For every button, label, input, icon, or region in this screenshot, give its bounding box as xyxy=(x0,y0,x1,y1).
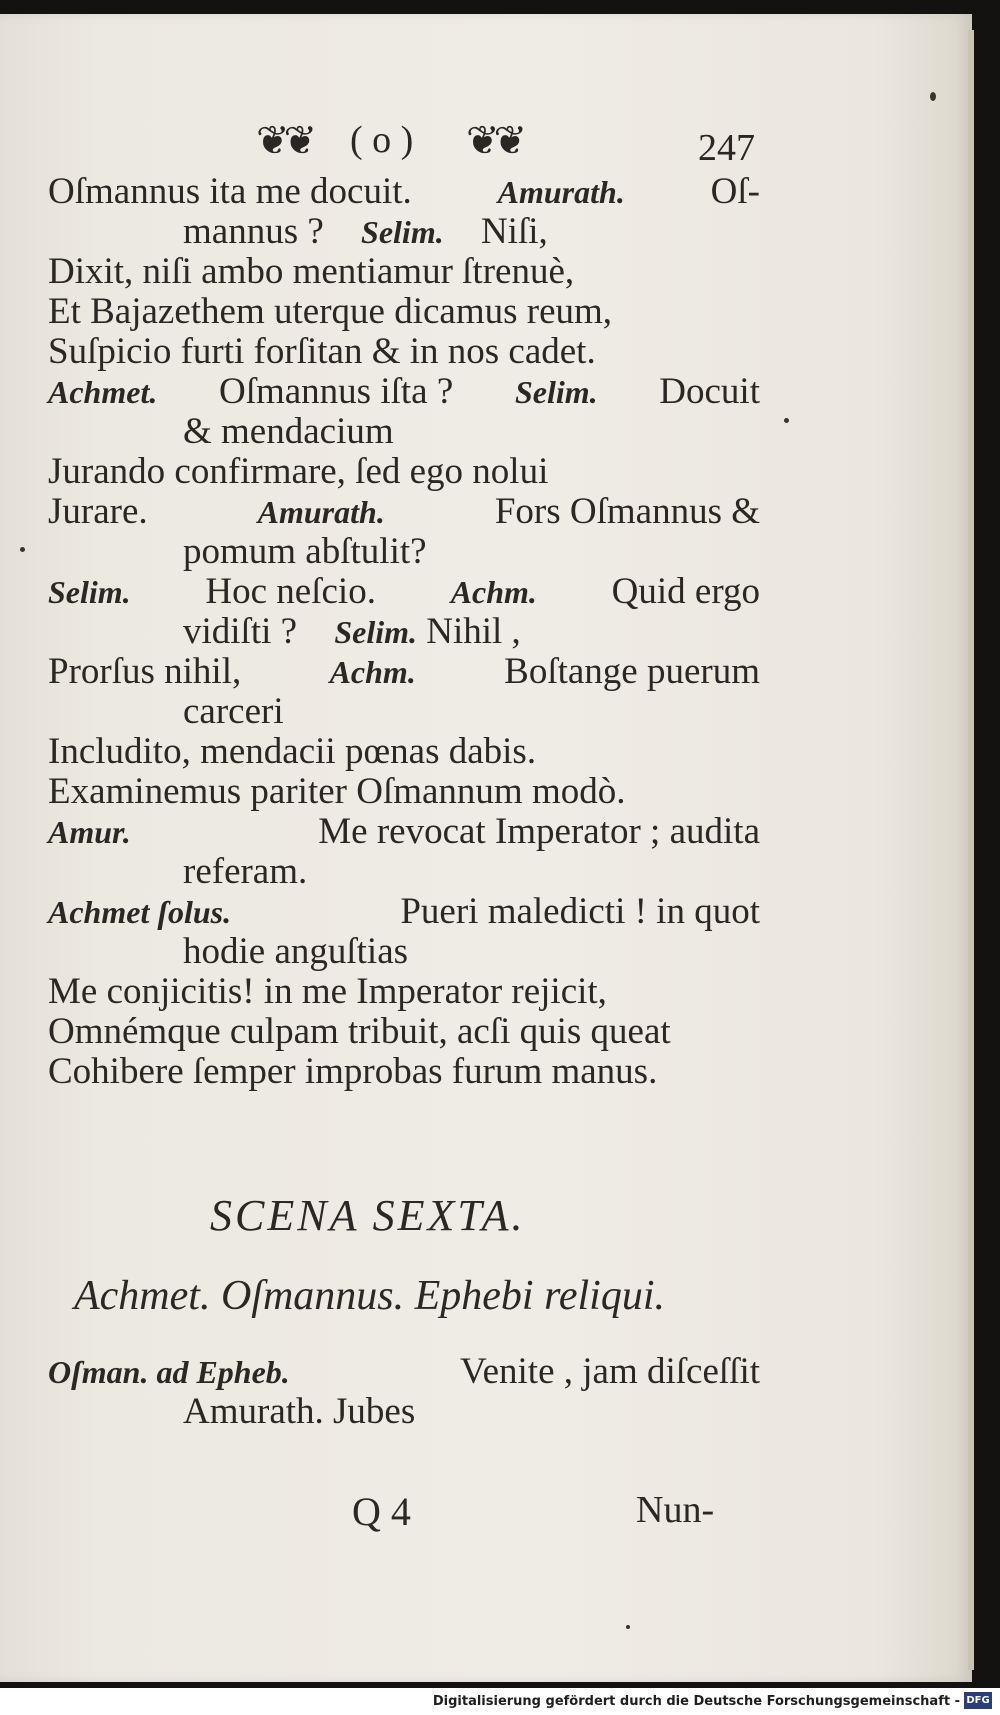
speaker-name: Achmet. xyxy=(48,374,158,410)
page-number: 247 xyxy=(698,127,755,169)
text-line: Me conjicitis! in me Imperator rejicit, xyxy=(48,971,607,1012)
speaker-name: Selim. xyxy=(334,614,417,650)
text-line: Selim. Hoc neſcio. Achm. Quid ergo xyxy=(48,571,760,612)
text-line: Omnémque culpam tribuit, acſi quis queat xyxy=(48,1011,671,1052)
text-line: Examinemus pariter Oſmannum modò. xyxy=(48,771,626,812)
header-mark: ( o ) xyxy=(350,119,414,161)
text-line: Prorſus nihil, Achm. Boſtange puerum xyxy=(48,651,760,692)
scene-heading: SCENA SEXTA. xyxy=(210,1191,526,1240)
text-line: mannus ? Selim. Niſi, xyxy=(183,211,548,252)
text-line: Includito, mendacii pœnas dabis. xyxy=(48,731,537,772)
text-line: referam. xyxy=(183,851,308,892)
ink-speck xyxy=(784,418,789,423)
text-line: Cohibere ſemper improbas furum manus. xyxy=(48,1051,658,1092)
ornament-right-icon: ❦❦ xyxy=(466,118,522,164)
text-line: Amurath. Jubes xyxy=(183,1391,416,1432)
ink-speck xyxy=(930,92,936,101)
text-line: carceri xyxy=(183,691,284,732)
text-line: Achmet ſolus. Pueri maledicti ! in quot xyxy=(48,891,760,932)
text-line: Amur. Me revocat Imperator ; audita xyxy=(48,811,760,852)
speaker-name: Amur. xyxy=(48,814,131,850)
text-line: Achmet. Oſmannus iſta ? Selim. Docuit xyxy=(48,371,760,412)
speaker-name: Achm. xyxy=(450,574,537,610)
page-edge xyxy=(968,30,974,1670)
catchword: Nun- xyxy=(636,1489,715,1531)
ink-speck xyxy=(626,1625,630,1629)
text-line: Jurare. Amurath. Fors Oſmannus & xyxy=(48,491,760,532)
text-line: Et Bajazethem uterque dicamus reum, xyxy=(48,291,613,332)
speaker-name: Selim. xyxy=(48,574,131,610)
text-line: Oſman. ad Epheb. Venite , jam diſceſſit xyxy=(48,1351,760,1392)
footer-credit: Digitalisierung gefördert durch die Deutsche Forschungsgemeinschaft - xyxy=(432,1694,960,1709)
scene-persons: Achmet. Oſmannus. Ephebi reliqui. xyxy=(74,1273,666,1319)
text-line: pomum abſtulit? xyxy=(183,531,427,572)
text-line: Oſmannus ita me docuit. Amurath. Oſ- xyxy=(48,171,760,212)
digitization-footer xyxy=(0,1688,1000,1715)
speaker-name: Achmet ſolus. xyxy=(48,894,232,930)
text-line: Suſpicio furti forſitan & in nos cadet. xyxy=(48,331,596,372)
text-line: hodie anguſtias xyxy=(183,931,409,972)
speaker-name: Amurath. xyxy=(257,494,385,530)
ink-speck xyxy=(20,547,25,552)
speaker-name: Amurath. xyxy=(497,174,625,210)
running-header xyxy=(0,112,972,169)
text-line: vidiſti ? Selim. Nihil , xyxy=(183,611,521,652)
speaker-name: Oſman. ad Epheb. xyxy=(48,1354,290,1390)
speaker-name: Selim. xyxy=(514,374,598,410)
speaker-name: Selim. xyxy=(361,214,444,250)
text-line: Dixit, niſi ambo mentiamur ſtrenuè, xyxy=(48,251,575,292)
verse-text xyxy=(48,172,768,1092)
dfg-logo-icon: DFG xyxy=(964,1692,992,1709)
ornament-left-icon: ❦❦ xyxy=(256,118,312,164)
closing-lines xyxy=(48,1352,760,1432)
text-line: Jurando confirmare, ſed ego nolui xyxy=(48,451,549,492)
speaker-name: Achm. xyxy=(329,654,416,690)
signature-mark: Q 4 xyxy=(352,1489,411,1534)
text-line: & mendacium xyxy=(183,411,394,452)
